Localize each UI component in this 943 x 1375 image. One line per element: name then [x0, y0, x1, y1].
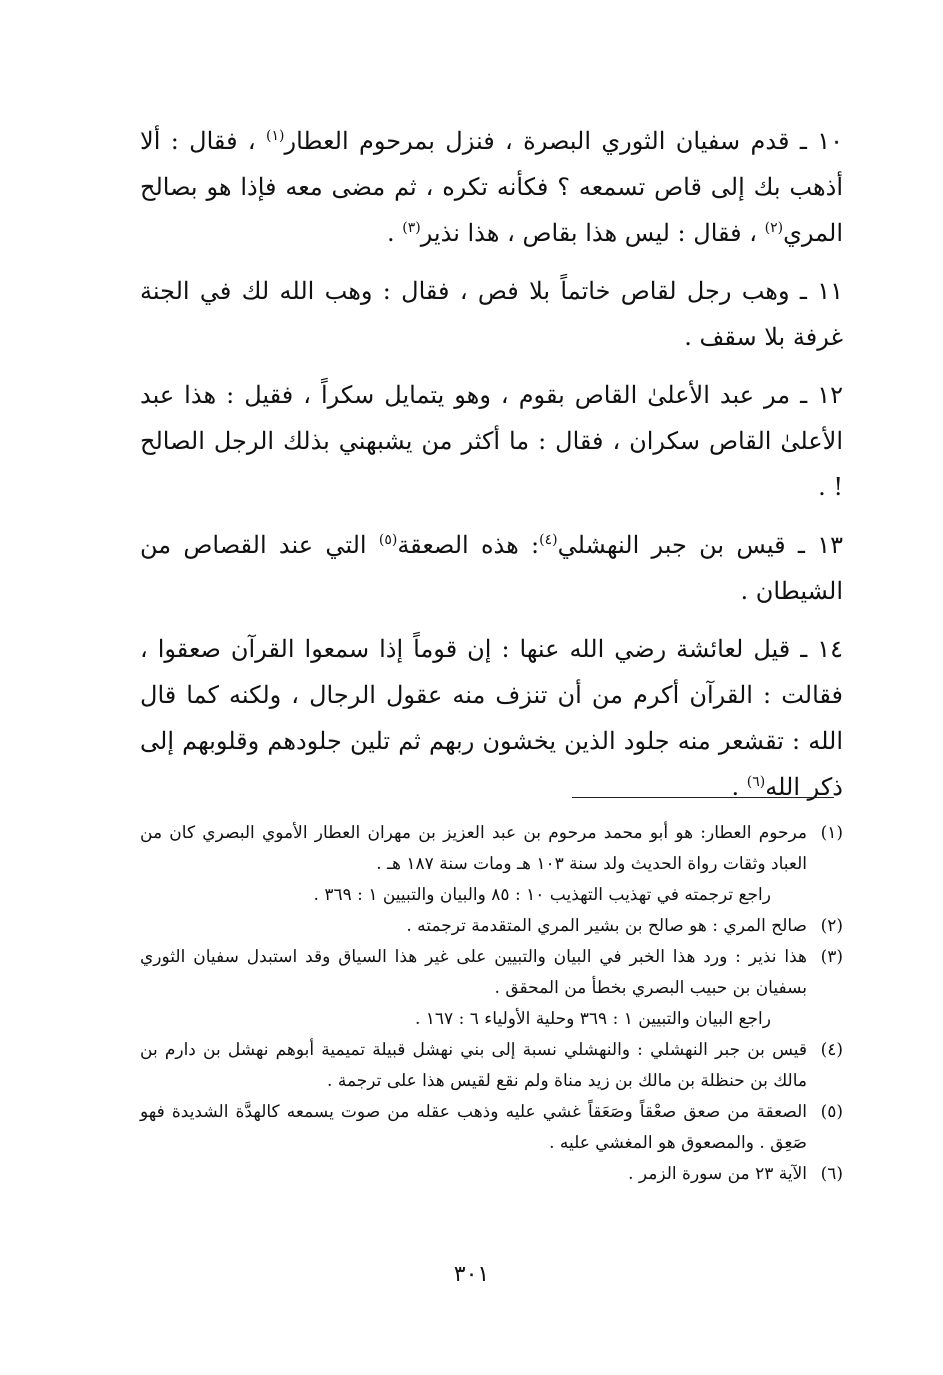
- main-text: [140, 118, 843, 822]
- footnote-4: [140, 1035, 843, 1097]
- footnote-line: راجع البيان والتبيين ١ : ٣٦٩ وحلية الأولياء ٦ : ١٦٧ .: [414, 1009, 771, 1029]
- footnote-line: مرحوم العطار: هو أبو محمد مرحوم بن عبد العزيز بن مهران العطار الأموي البصري كان من العباد وثقات رواة الحديث ولد سنة ١٠٣ هـ ومات سنة ١٨٧ هـ .: [140, 823, 808, 874]
- footnote-3: [140, 942, 843, 1035]
- footnote-line: قيس بن جبر النهشلي : والنهشلي نسبة إلى بني نهشل قبيلة تميمية أبوهم نهشل بن دارم بن مالك بن حنظلة بن مالك بن زيد مناة ولم نقع لقيس هذا على ترجمة .: [140, 1040, 807, 1091]
- footnote-number: (٢): [820, 916, 843, 936]
- paragraph-text: ، فقال : ألا أذهب بك إلى قاص تسمعه ؟ فكأنه تكره ، ثم مضى معه فإذا هو بصالح المري: [140, 127, 843, 247]
- footnote-line: راجع ترجمته في تهذيب التهذيب ١٠ : ٨٥ والبيان والتبيين ١ : ٣٦٩ .: [313, 885, 771, 905]
- footnote-ref-2: (٢): [764, 220, 784, 236]
- paragraph-13: [140, 522, 843, 614]
- footnote-2: [140, 911, 843, 942]
- paragraph-text: .: [731, 773, 747, 801]
- paragraph-text: .: [386, 219, 403, 247]
- footnote-text: [140, 1097, 807, 1159]
- footnote-line: صالح المري : هو صالح بن بشير المري المتقدمة ترجمته .: [406, 916, 807, 936]
- footnote-ref-4: (٤): [539, 532, 558, 548]
- paragraph-text: ١٠ ـ قدم سفيان الثوري البصرة ، فنزل بمرحوم العطار: [284, 127, 844, 155]
- paragraph-14: [140, 626, 843, 810]
- footnote-number: (٦): [820, 1164, 843, 1184]
- paragraph-12: [140, 372, 843, 510]
- footnote-number: (٥): [820, 1102, 843, 1122]
- paragraph-text: ١٤ ـ قيل لعائشة رضي الله عنها : إن قوماً إذا سمعوا القرآن صعقوا ، فقالت : القرآن أكرم من أن تنزف منه عقول الرجال ، ولكنه كما قال الله : تقشعر منه جلود الذين يخشون ربهم ثم تلين جلودهم وقلوبهم إلى ذكر الله: [140, 635, 843, 801]
- paragraph-text: ١٢ ـ مر عبد الأعلىٰ القاص بقوم ، وهو يتمايل سكراً ، فقيل : هذا عبد الأعلىٰ القاص سكران ، فقال : ما أكثر من يشبهني بذلك الرجل الصالح ! .: [140, 381, 843, 501]
- footnotes: [140, 818, 843, 1190]
- paragraph-10: [140, 118, 843, 256]
- footnote-5: [140, 1097, 843, 1159]
- footnote-text: [140, 911, 807, 942]
- footnote-6: [140, 1159, 843, 1190]
- footnote-ref-1: (١): [266, 128, 285, 144]
- paragraph-text: التي عند القصاص من الشيطان .: [140, 531, 843, 605]
- footnote-ref-6: (٦): [746, 774, 766, 790]
- paragraph-text: ، فقال : ليس هذا بقاص ، هذا نذير: [420, 219, 765, 247]
- footnote-text: [140, 942, 807, 1035]
- footnote-text: [140, 1035, 807, 1097]
- footnote-ref-5: (٥): [378, 532, 398, 548]
- footnote-number: (١): [820, 823, 843, 843]
- footnote-number: (٣): [820, 947, 843, 967]
- footnote-line: الصعقة من صعق صعْقاً وصَعَقاً غشي عليه وذهب عقله من صوت يسمعه كالهدَّة الشديدة فهو صَعِق . والمصعوق هو المغشي عليه .: [140, 1102, 807, 1153]
- footnote-text: [140, 1159, 807, 1190]
- footnote-ref-3: (٣): [402, 220, 421, 236]
- footnote-line: الآية ٢٣ من سورة الزمر .: [628, 1164, 807, 1184]
- page-number: ٣٠١: [453, 1262, 490, 1287]
- footnote-1: [140, 818, 843, 911]
- paragraph-text: ١١ ـ وهب رجل لقاص خاتماً بلا فص ، فقال : وهب الله لك في الجنة غرفة بلا سقف .: [140, 277, 843, 351]
- paragraph-text: ١٣ ـ قيس بن جبر النهشلي: [557, 531, 843, 559]
- footnote-line: هذا نذير : ورد هذا الخبر في البيان والتبيين على غير هذا السياق وقد استبدل سفيان الثوري بسفيان بن حبيب البصري بخطأ من المحقق .: [140, 947, 807, 998]
- footnote-number: (٤): [820, 1040, 843, 1060]
- paragraph-11: [140, 268, 843, 360]
- footnote-text: [140, 818, 807, 911]
- paragraph-text: : هذه الصعقة: [397, 531, 540, 559]
- footnote-separator: [572, 797, 834, 798]
